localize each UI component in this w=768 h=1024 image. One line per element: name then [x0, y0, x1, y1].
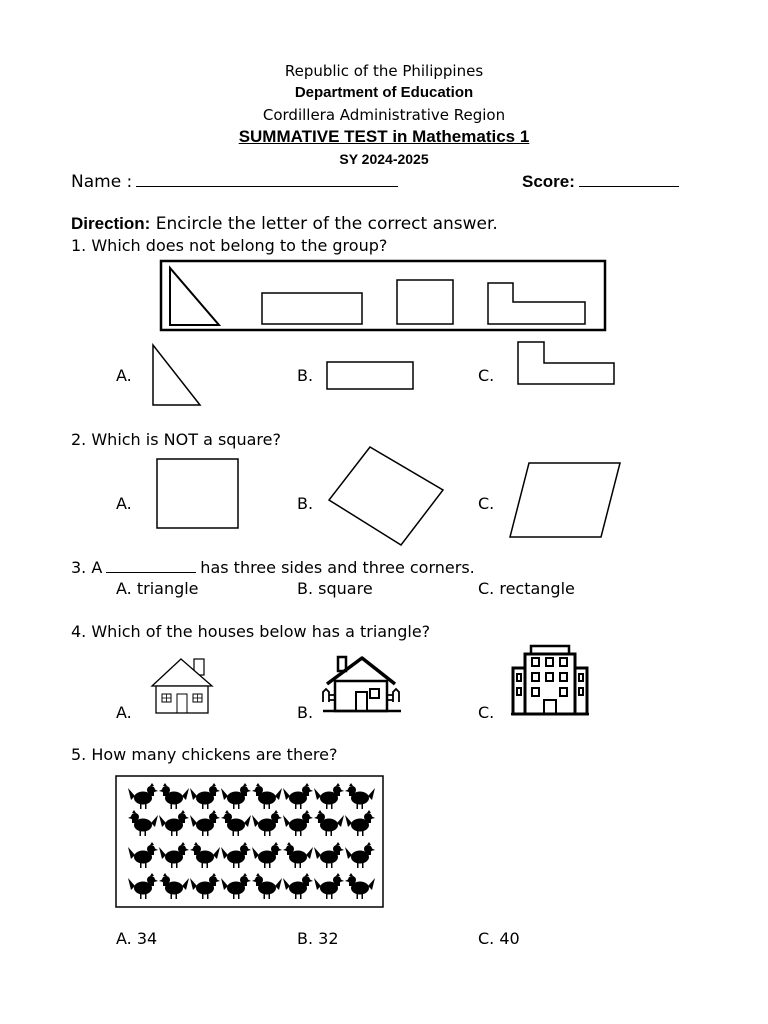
score-label: Score:: [522, 172, 575, 191]
chicken-icon: [159, 783, 189, 809]
chicken-icon: [190, 810, 220, 836]
chicken-icon: [159, 873, 189, 899]
question-3-prompt-end: has three sides and three corners.: [200, 558, 475, 577]
question-5-option-a[interactable]: A. 34: [116, 929, 158, 948]
question-4-option-c[interactable]: C.: [478, 703, 495, 722]
chicken-icon: [252, 873, 282, 899]
question-3-option-b[interactable]: B. square: [297, 579, 373, 598]
chicken-icon: [252, 810, 282, 836]
chicken-icon: [283, 810, 313, 836]
header-country: Republic of the Philippines: [284, 62, 484, 80]
question-5-option-c[interactable]: C. 40: [478, 929, 520, 948]
chicken-icon: [190, 842, 220, 868]
name-label: Name :: [71, 172, 133, 192]
question-4-option-b[interactable]: B.: [297, 703, 314, 722]
chicken-icon: [190, 783, 220, 809]
chicken-icon: [128, 810, 158, 836]
test-title: SUMMATIVE TEST in Mathematics 1: [238, 127, 530, 146]
chicken-icon: [128, 842, 158, 868]
chicken-icon: [314, 810, 344, 836]
chicken-icon: [221, 810, 251, 836]
chicken-icon: [345, 842, 375, 868]
question-3-option-c[interactable]: C. rectangle: [478, 579, 575, 598]
question-3-option-a[interactable]: A. triangle: [116, 579, 199, 598]
chicken-icon: [283, 783, 313, 809]
chicken-icon: [252, 783, 282, 809]
question-4-prompt: 4. Which of the houses below has a triangle?: [71, 622, 431, 641]
chicken-icon: [190, 873, 220, 899]
chicken-icon: [159, 842, 189, 868]
question-5-option-b[interactable]: B. 32: [297, 929, 339, 948]
chicken-icon: [345, 783, 375, 809]
chicken-icon: [221, 842, 251, 868]
chicken-icon: [314, 873, 344, 899]
school-year: SY 2024-2025: [339, 151, 429, 167]
chicken-icon: [221, 873, 251, 899]
chicken-icon: [128, 783, 158, 809]
chicken-icon: [159, 810, 189, 836]
chicken-icon: [283, 842, 313, 868]
question-5-prompt: 5. How many chickens are there?: [71, 745, 338, 764]
direction-label: Direction:: [71, 214, 151, 233]
chicken-icon: [252, 842, 282, 868]
chicken-icon: [283, 873, 313, 899]
question-1-prompt: 1. Which does not belong to the group?: [71, 236, 388, 255]
chicken-icon: [345, 873, 375, 899]
question-1-option-a[interactable]: A.: [116, 366, 132, 385]
question-2-option-c[interactable]: C.: [478, 494, 495, 513]
header-region: Cordillera Administrative Region: [262, 106, 506, 124]
chicken-icon: [314, 783, 344, 809]
direction-text: Encircle the letter of the correct answer.: [150, 214, 498, 234]
header-department: Department of Education: [294, 84, 474, 101]
question-4-option-a[interactable]: A.: [116, 703, 132, 722]
chicken-icon: [314, 842, 344, 868]
question-2-prompt: 2. Which is NOT a square?: [71, 430, 281, 449]
question-2-option-b[interactable]: B.: [297, 494, 314, 513]
question-3-prompt-start: 3. A: [71, 558, 103, 577]
question-1-option-b[interactable]: B.: [297, 366, 314, 385]
chicken-icon: [128, 873, 158, 899]
chicken-icon: [221, 783, 251, 809]
question-2-option-a[interactable]: A.: [116, 494, 132, 513]
question-1-option-c[interactable]: C.: [478, 366, 495, 385]
chicken-icon: [345, 810, 375, 836]
